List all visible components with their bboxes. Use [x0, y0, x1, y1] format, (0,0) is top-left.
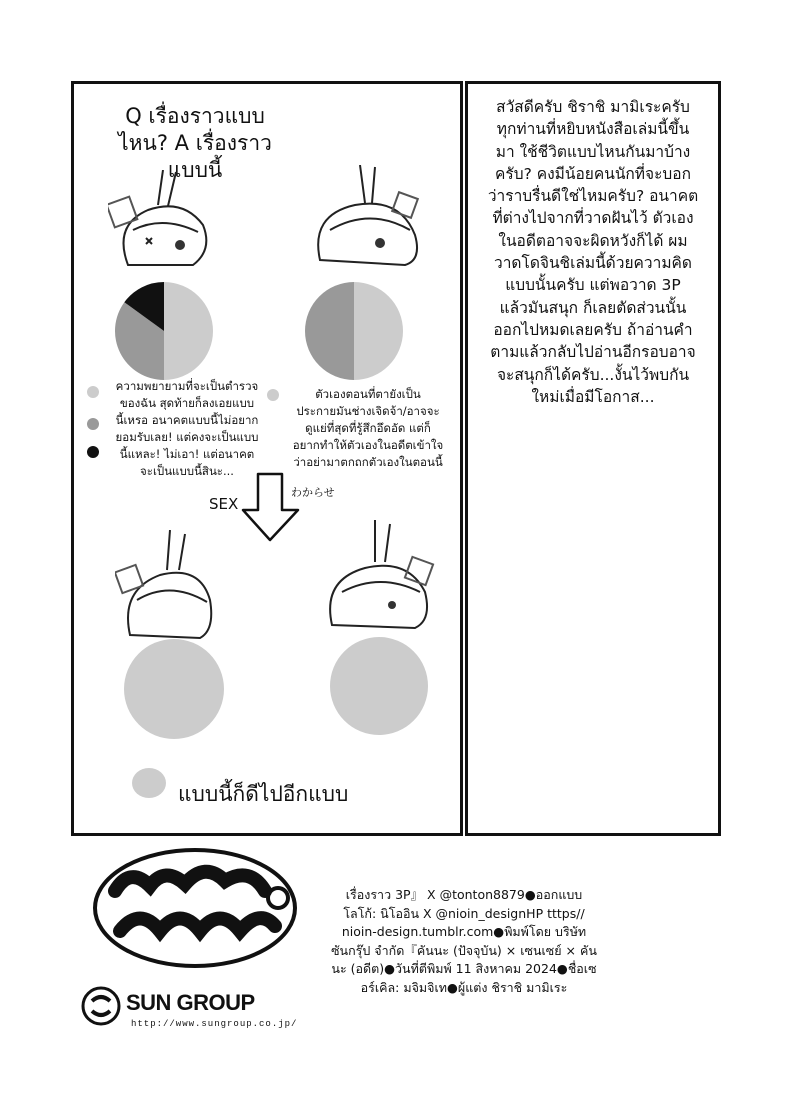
- down-arrow-icon: [240, 472, 302, 544]
- blushing-chibi-face-illustration: [320, 520, 440, 630]
- pie-chart-2: [304, 281, 404, 381]
- pie-slice: [330, 637, 428, 735]
- caption-line: ดูแย่ที่สุดที่รู้สึกอึดอัด แต่ก็: [305, 421, 431, 435]
- sun-group-logo-icon: [80, 985, 122, 1027]
- text-line: แล้วมันสนุก ก็เลยตัดส่วนนั้น: [499, 298, 687, 317]
- circle-logo-image: [90, 846, 305, 971]
- text-line: วาดโดจินชิเล่มนี้ด้วยความคิด: [494, 254, 692, 273]
- caption-line: ว่าอย่ามาตกถกตัวเองในตอนนี้: [293, 455, 443, 469]
- caption-line: ของฉัน สุดท้ายก็ลงเอยแบบ: [119, 396, 255, 410]
- afterword-text: [470, 96, 716, 408]
- wakarase-label: わからせ: [291, 486, 335, 499]
- publisher-name: SUN GROUP: [126, 990, 255, 1015]
- caption-line: จะเป็นแบบนี้สินะ...: [140, 464, 234, 478]
- text-line: ใหม่เมื่อมีโอกาส...: [531, 387, 655, 406]
- sad-chibi-face-illustration: [310, 165, 430, 270]
- text-line: จะสนุกก็ได้ครับ...งั้นไว้พบกัน: [496, 365, 690, 384]
- credit-line: ซันกรุ๊ป จำกัด『คันนะ (ปัจจุบัน) × เซนเซย์ × คัน: [331, 942, 597, 958]
- pie-slice: [124, 639, 224, 739]
- caption-line: อยากทำให้ตัวเองในอดีตเข้าใจ: [292, 438, 444, 452]
- text-line: ออกไปหมดเลยครับ ถ้าอ่านคำ: [493, 320, 693, 339]
- legend-dot-light: [132, 768, 166, 798]
- credit-line: อร์เคิล: มจิมจิเท●ผู้แต่ง ชิราชิ มามิเระ: [360, 979, 568, 995]
- credit-line: โลโก้: นิโออิน X @nioin_designHP tttps//: [343, 905, 585, 921]
- text-line: สวัสดีครับ ชิราชิ มามิเระครับ: [496, 98, 690, 116]
- text-line: ครับ? คงมีน้อยคนนักที่จะบอก: [495, 164, 691, 183]
- pie-chart-3: [123, 638, 225, 740]
- pie-slice: [164, 282, 213, 380]
- text-line: แบบนั้นครับ แต่พอวาด 3P: [505, 276, 681, 295]
- credit-line: nioin-design.tumblr.com●พิมพ์โดย บริษัท: [341, 924, 587, 939]
- credit-line: เรื่องราว 3P』 X @tonton8879●ออกแบบ: [345, 887, 583, 902]
- credit-line: นะ (อดีต)●วันที่ตีพิมพ์ 11 สิงหาคม 2024●ชื่อเซ: [331, 961, 597, 976]
- caption-line: ความพยายามที่จะเป็นตำรวจ: [115, 379, 259, 393]
- title-line: ไหน? A เรื่องราว: [118, 131, 272, 155]
- pie-chart-1: [114, 281, 214, 381]
- caption-line: ประกายมันช่างเจิดจ้า/อาจจะ: [296, 404, 440, 418]
- bottom-caption: แบบนี้ก็ดีไปอีกแบบ: [178, 782, 349, 806]
- text-line: ตามแล้วกลับไปอ่านอีกรอบอาจ: [490, 343, 696, 362]
- caption-right: [279, 386, 457, 471]
- title-line: แบบนี้: [167, 158, 223, 182]
- caption-line: ยอมรับเลย! แต่คงจะเป็นแบบ: [115, 430, 259, 444]
- text-line: ทุกท่านที่หยิบหนังสือเล่มนี้ขึ้น: [496, 120, 690, 139]
- text-line: ที่ต่างไปจากที่วาดฝันไว้ ตัวเอง: [492, 209, 694, 228]
- caption-line: ตัวเองตอนที่ตายังเป็น: [315, 387, 421, 401]
- caption-left: [98, 378, 276, 480]
- text-line: ว่าราบรื่นดีใช่ไหมครับ? อนาคต: [487, 187, 699, 206]
- caption-line: นี้เหรอ อนาคตแบบนี้ไม่อยาก: [115, 413, 259, 427]
- pie-slice: [305, 282, 354, 380]
- text-line: ในอดีตอาจจะผิดหวังก็ได้ ผม: [498, 231, 688, 250]
- text-line: มา ใช้ชีวิตแบบไหนกันมาบ้าง: [495, 142, 691, 161]
- colophon-credits: [314, 886, 614, 997]
- caption-line: นี้แหละ! ไม่เอา! แต่อนาคต: [119, 447, 255, 461]
- title-line: Q เรื่องราวแบบ: [125, 104, 265, 128]
- sex-label: SEX: [209, 495, 239, 513]
- publisher-url: http://www.sungroup.co.jp/: [131, 1019, 298, 1029]
- pie-slice: [354, 282, 403, 380]
- angry-chibi-face-illustration: [108, 170, 218, 270]
- calm-chibi-face-illustration: [115, 530, 225, 640]
- pie-chart-4: [329, 636, 429, 736]
